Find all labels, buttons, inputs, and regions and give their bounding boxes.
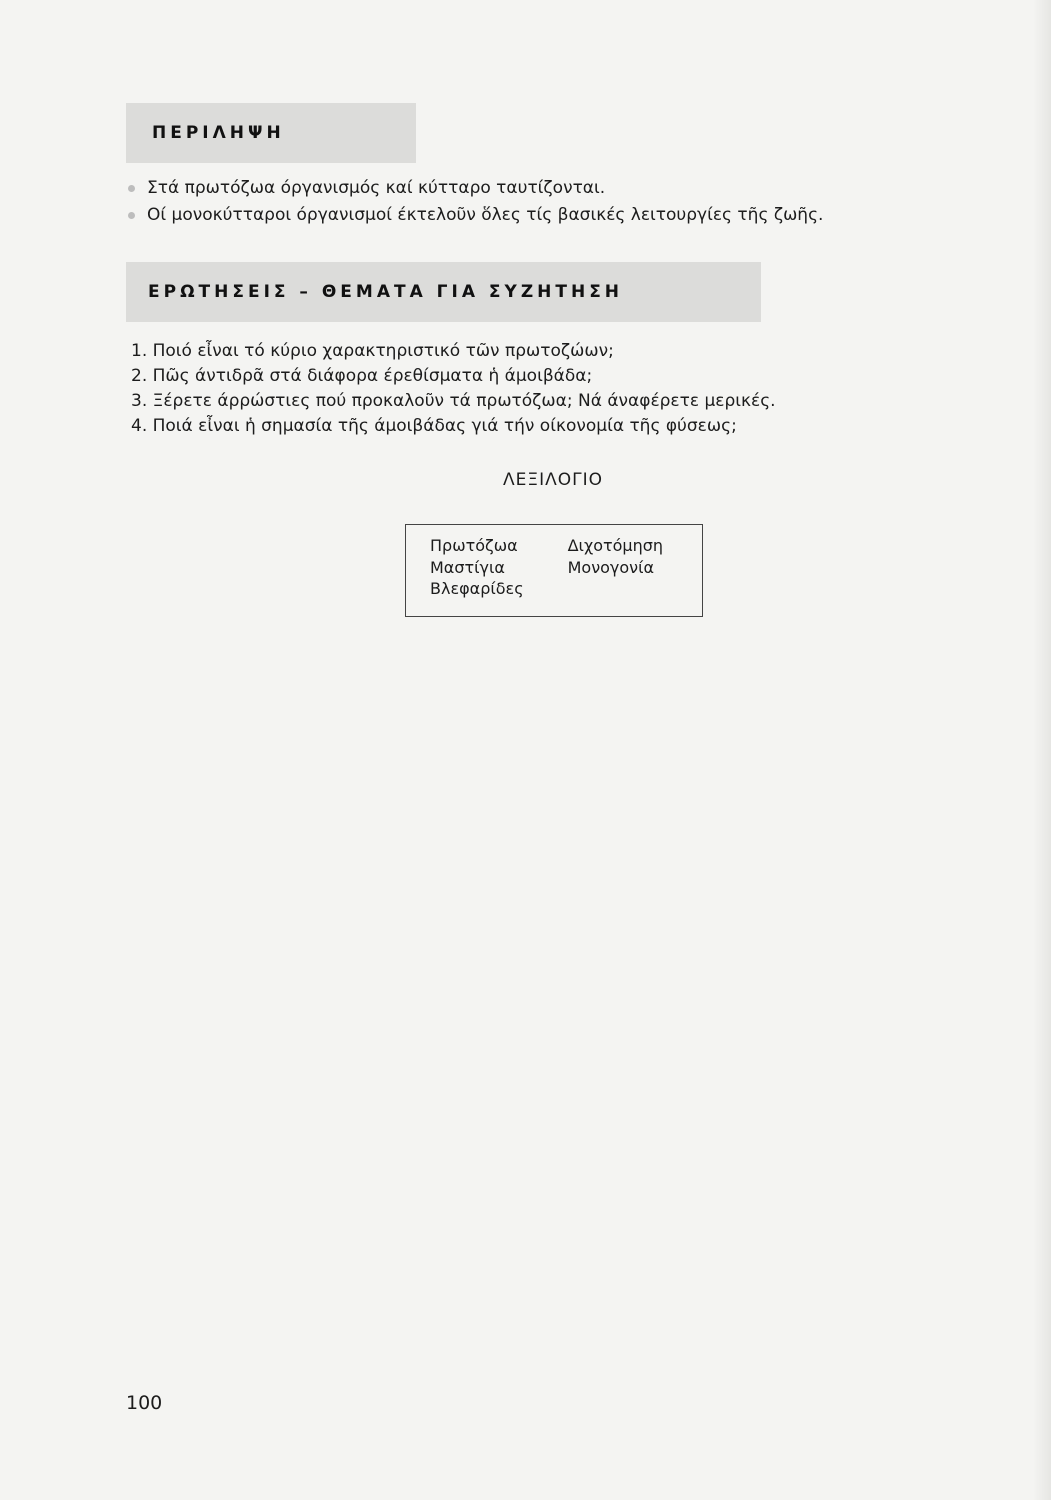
page-number: 100 (126, 1392, 163, 1414)
summary-item (128, 175, 823, 202)
glossary-term: Πρωτόζωα (430, 536, 518, 555)
glossary-term: Βλεφαρίδες (430, 579, 524, 598)
questions-heading: ΕΡΩΤΗΣΕΙΣ – ΘΕΜΑΤΑ ΓΙΑ ΣΥΖΗΤΗΣΗ (148, 282, 624, 302)
summary-item-text: Οί μονοκύτταροι όργανισμοί έκτελοῦν ὅλες τίς βασικές λειτουργίες τῆς ζωῆς. (147, 205, 824, 225)
glossary-right-column (568, 535, 663, 616)
question-item: 1. Ποιό εἶναι τό κύριο χαρακτηριστικό τῶν πρωτοζώων; (131, 341, 614, 361)
glossary-box (405, 524, 703, 617)
question-item: 4. Ποιά εἶναι ἡ σημασία τῆς άμοιβάδας γιά τήν οίκονομία τῆς φύσεως; (131, 416, 737, 436)
summary-list (128, 175, 823, 229)
summary-banner (126, 103, 416, 163)
questions-banner (126, 262, 761, 322)
summary-item (128, 202, 823, 229)
page-edge-shadow (1033, 0, 1051, 1500)
question-item: 3. Ξέρετε άρρώστιες πού προκαλοῦν τά πρωτόζωα; Νά άναφέρετε μερικές. (131, 391, 776, 411)
glossary-left-column (430, 535, 524, 616)
glossary-heading: ΛΕΞΙΛΟΓΙΟ (502, 470, 603, 490)
question-item: 2. Πῶς άντιδρᾶ στά διάφορα έρεθίσματα ἡ άμοιβάδα; (131, 366, 593, 386)
glossary-term: Διχοτόμηση (567, 536, 664, 555)
summary-heading: ΠΕΡΙΛΗΨΗ (152, 123, 285, 143)
summary-item-text: Στά πρωτόζωα όργανισμός καί κύτταρο ταυτίζονται. (147, 178, 606, 198)
question-list (131, 339, 776, 439)
glossary-term: Μονογονία (567, 557, 655, 577)
glossary-term: Μαστίγια (430, 557, 505, 577)
bullet-icon (128, 212, 135, 219)
bullet-icon (128, 185, 135, 192)
